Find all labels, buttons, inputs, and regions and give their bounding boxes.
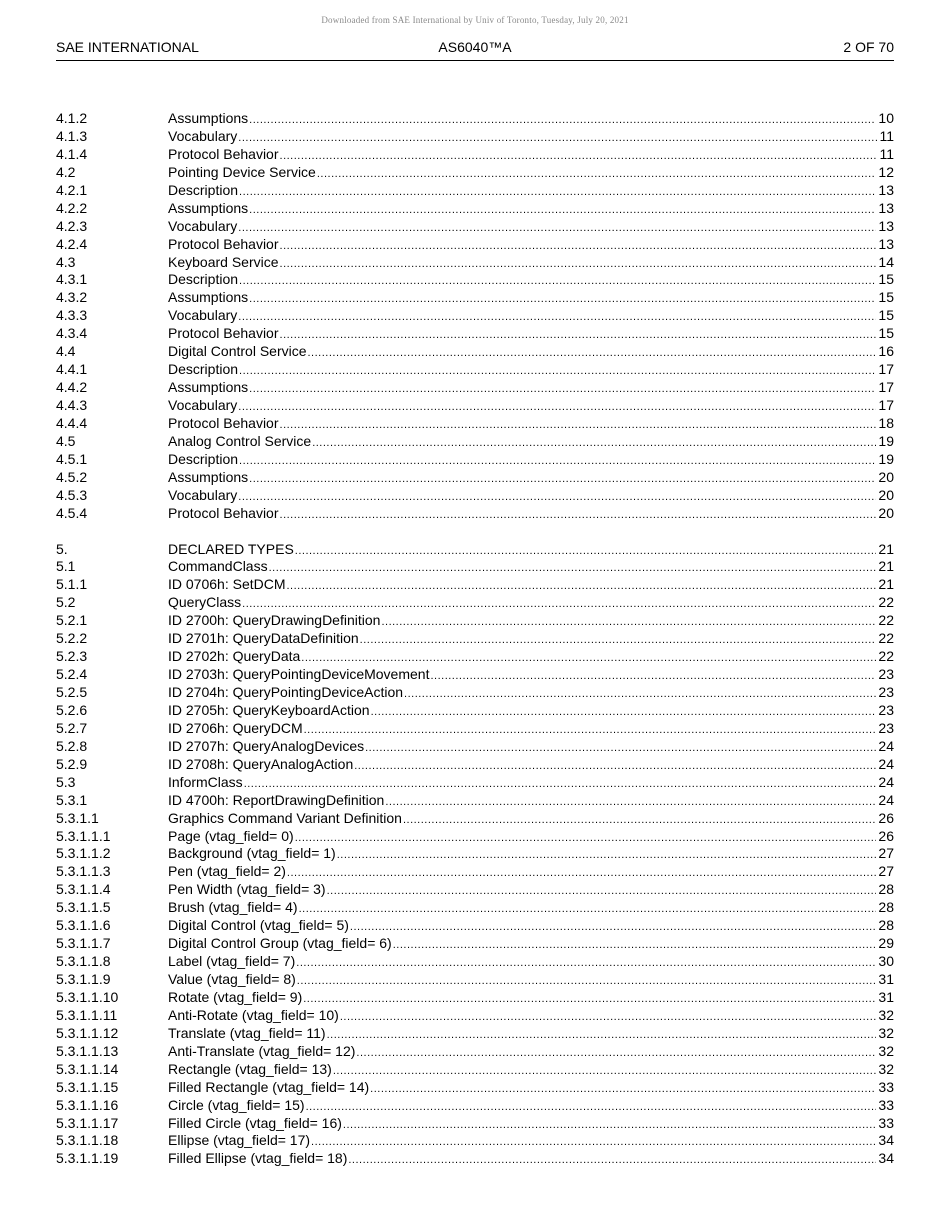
toc-page-number: 33 <box>878 1078 894 1095</box>
toc-entry[interactable] <box>56 505 894 523</box>
toc-section-number: 4.1.4 <box>56 145 88 162</box>
toc-page-number: 23 <box>878 719 894 736</box>
toc-section-number: 5.2 <box>56 594 76 611</box>
toc-dot-leader <box>304 722 877 740</box>
toc-dot-leader <box>249 291 876 309</box>
toc-section-title: ID 2702h: QueryData <box>168 648 301 665</box>
toc-page-number: 15 <box>878 325 894 342</box>
toc-dot-leader <box>238 309 876 327</box>
document-number: AS6040™A <box>438 39 512 55</box>
toc-page-number: 32 <box>878 1006 894 1023</box>
toc-section-number: 5.1.1 <box>56 576 88 593</box>
toc-entry[interactable] <box>56 164 894 182</box>
toc-section-number: 4.5.4 <box>56 504 88 521</box>
toc-entry[interactable] <box>56 738 894 756</box>
toc-entry[interactable] <box>56 971 894 989</box>
toc-dot-leader <box>350 919 877 937</box>
toc-dot-leader <box>393 937 877 955</box>
toc-dot-leader <box>280 417 877 435</box>
toc-page-number: 10 <box>878 110 894 126</box>
toc-entry[interactable] <box>56 792 894 810</box>
toc-section-number: 5.2.1 <box>56 612 88 629</box>
toc-section-number: 5.1 <box>56 558 76 575</box>
toc-section-title: Translate (vtag_field= 11) <box>168 1024 326 1041</box>
toc-section-number: 4.4 <box>56 343 76 360</box>
toc-entry[interactable] <box>56 558 894 576</box>
toc-dot-leader <box>333 1063 877 1081</box>
toc-section-title: Assumptions <box>168 379 249 396</box>
toc-page-number: 24 <box>878 773 894 790</box>
toc-section-title: Keyboard Service <box>168 253 279 270</box>
toc-section-number: 5.3.1.1.6 <box>56 917 111 934</box>
toc-entry[interactable] <box>56 612 894 630</box>
toc-section-title: ID 4700h: ReportDrawingDefinition <box>168 791 385 808</box>
toc-entry[interactable] <box>56 469 894 487</box>
toc-section-title: Digital Control Service <box>168 343 307 360</box>
toc-section-title: Pointing Device Service <box>168 163 316 180</box>
toc-section-number: 4.4.2 <box>56 379 88 396</box>
toc-section-number: 5.3 <box>56 773 76 790</box>
toc-page-number: 22 <box>878 630 894 647</box>
toc-page-number: 18 <box>878 414 894 431</box>
toc-dot-leader <box>356 1045 876 1063</box>
toc-page-number: 26 <box>878 827 894 844</box>
toc-section-title: Anti-Translate (vtag_field= 12) <box>168 1042 356 1059</box>
toc-dot-leader <box>303 991 876 1009</box>
toc-section-number: 5.2.8 <box>56 737 88 754</box>
toc-dot-leader <box>249 112 876 130</box>
toc-page-number: 21 <box>878 576 894 593</box>
toc-section-title: Background (vtag_field= 1) <box>168 845 336 862</box>
toc-page-number: 11 <box>879 127 894 144</box>
toc-page-number: 27 <box>878 863 894 880</box>
toc-page-number: 34 <box>878 1150 894 1167</box>
toc-entry[interactable] <box>56 236 894 254</box>
toc-page-number: 28 <box>878 917 894 934</box>
toc-dot-leader <box>249 471 876 489</box>
toc-section-title: Assumptions <box>168 199 249 216</box>
toc-entry[interactable] <box>56 200 894 218</box>
toc-section-number: 5.3.1.1.18 <box>56 1132 119 1149</box>
toc-entry[interactable] <box>56 666 894 684</box>
toc-dot-leader <box>249 381 876 399</box>
toc-page-number: 17 <box>878 379 894 396</box>
page-number: 2 OF 70 <box>843 39 894 55</box>
toc-page-number: 20 <box>878 504 894 521</box>
toc-dot-leader <box>296 955 876 973</box>
toc-entry[interactable] <box>56 756 894 774</box>
toc-dot-leader <box>239 184 876 202</box>
toc-dot-leader <box>381 614 876 632</box>
toc-dot-leader <box>249 202 876 220</box>
toc-section-title: Description <box>168 271 239 288</box>
toc-section-title: Description <box>168 181 239 198</box>
toc-page-number: 23 <box>878 684 894 700</box>
toc-entry[interactable] <box>56 397 894 415</box>
toc-section-number: 5.3.1.1.5 <box>56 899 111 916</box>
toc-section-number: 4.4.3 <box>56 397 88 413</box>
toc-section-title: CommandClass <box>168 558 268 575</box>
toc-page-number: 13 <box>878 235 894 252</box>
toc-entry[interactable] <box>56 1115 894 1133</box>
toc-page-number: 24 <box>878 755 894 772</box>
toc-page-number: 33 <box>878 1096 894 1113</box>
toc-dot-leader <box>306 1099 877 1117</box>
toc-section-title: Protocol Behavior <box>168 504 279 521</box>
toc-entry[interactable] <box>56 541 894 559</box>
toc-section-title: Rotate (vtag_field= 9) <box>168 988 303 1005</box>
toc-entry[interactable] <box>56 828 894 846</box>
toc-section-title: Circle (vtag_field= 15) <box>168 1096 305 1113</box>
toc-page-number: 13 <box>878 217 894 234</box>
toc-dot-leader <box>343 1117 877 1135</box>
toc-section-number: 4.5 <box>56 432 76 449</box>
toc-section-title: ID 2701h: QueryDataDefinition <box>168 630 359 647</box>
toc-dot-leader <box>287 865 877 883</box>
toc-section-number: 4.2.2 <box>56 199 88 216</box>
toc-entry[interactable] <box>56 487 894 505</box>
toc-entry[interactable] <box>56 989 894 1007</box>
toc-section-number: 5.3.1.1.2 <box>56 845 111 862</box>
toc-dot-leader <box>239 453 876 471</box>
toc-entry[interactable] <box>56 648 894 666</box>
toc-section-title: InformClass <box>168 773 243 790</box>
toc-entry[interactable] <box>56 271 894 289</box>
toc-page-number: 23 <box>878 701 894 718</box>
toc-page-number: 32 <box>878 1060 894 1077</box>
toc-section-title: Assumptions <box>168 289 249 306</box>
toc-dot-leader <box>308 345 877 363</box>
toc-section-number: 5.3.1.1.11 <box>56 1006 118 1023</box>
toc-section-title: ID 2707h: QueryAnalogDevices <box>168 737 365 754</box>
toc-dot-leader <box>295 543 877 561</box>
toc-entry[interactable] <box>56 343 894 361</box>
toc-dot-leader <box>430 668 876 686</box>
toc-dot-leader <box>312 435 876 453</box>
toc-entry[interactable] <box>56 899 894 917</box>
toc-page-number: 24 <box>878 737 894 754</box>
toc-dot-leader <box>327 883 877 901</box>
toc-dot-leader <box>404 686 876 704</box>
toc-section-number: 4.3.2 <box>56 289 88 306</box>
toc-section-title: Protocol Behavior <box>168 325 279 342</box>
toc-entry[interactable] <box>56 1079 894 1097</box>
toc-section-title: ID 2705h: QueryKeyboardAction <box>168 701 370 718</box>
toc-section-title: Page (vtag_field= 0) <box>168 827 294 844</box>
toc-entry[interactable] <box>56 684 894 702</box>
toc-entry[interactable] <box>56 881 894 899</box>
toc-page-number: 20 <box>878 468 894 485</box>
toc-entry[interactable] <box>56 845 894 863</box>
toc-section-number: 5.2.3 <box>56 648 88 665</box>
toc-dot-leader <box>299 901 877 919</box>
toc-section-title: Vocabulary <box>168 217 238 234</box>
toc-section-number: 4.2 <box>56 163 76 180</box>
toc-page-number: 26 <box>878 809 894 826</box>
toc-page-number: 22 <box>878 648 894 665</box>
toc-section-title: Description <box>168 450 239 467</box>
toc-entry[interactable] <box>56 1132 894 1150</box>
toc-entry[interactable] <box>56 935 894 953</box>
toc-section-number: 4.3.1 <box>56 271 88 288</box>
toc-page-number: 17 <box>878 397 894 413</box>
toc-entry[interactable] <box>56 415 894 433</box>
toc-section-number: 5.3.1.1.15 <box>56 1078 119 1095</box>
toc-page-number: 32 <box>878 1024 894 1041</box>
toc-page-number: 22 <box>878 594 894 611</box>
toc-section-title: ID 2706h: QueryDCM <box>168 719 303 736</box>
toc-dot-leader <box>385 794 876 812</box>
toc-entry[interactable] <box>56 110 894 128</box>
toc-section-number: 5.3.1 <box>56 791 88 808</box>
toc-section-title: Brush (vtag_field= 4) <box>168 899 298 916</box>
toc-dot-leader <box>239 273 876 291</box>
toc-dot-leader <box>297 973 877 991</box>
toc-entry[interactable] <box>56 720 894 738</box>
toc-entry[interactable] <box>56 630 894 648</box>
toc-section-title: Label (vtag_field= 7) <box>168 953 296 970</box>
toc-entry[interactable] <box>56 1150 894 1168</box>
toc-section-number: 5.3.1.1.12 <box>56 1024 119 1041</box>
toc-page-number: 31 <box>878 988 894 1005</box>
toc-entry[interactable] <box>56 953 894 971</box>
toc-entry[interactable] <box>56 594 894 612</box>
toc-dot-leader <box>238 130 877 148</box>
toc-section-title: QueryClass <box>168 594 242 611</box>
toc-section-title: ID 2708h: QueryAnalogAction <box>168 755 354 772</box>
toc-dot-leader <box>348 1152 876 1170</box>
toc-page-number: 28 <box>878 881 894 898</box>
toc-dot-leader <box>280 327 877 345</box>
toc-entry[interactable] <box>56 307 894 325</box>
toc-section-number: 5.3.1.1 <box>56 809 99 826</box>
toc-section-title: Pen Width (vtag_field= 3) <box>168 881 326 898</box>
toc-page-number: 22 <box>878 612 894 629</box>
toc-entry[interactable] <box>56 576 894 594</box>
toc-section-title: Description <box>168 361 239 378</box>
toc-page-number: 15 <box>878 289 894 306</box>
toc-dot-leader <box>280 507 877 525</box>
toc-dot-leader <box>295 830 877 848</box>
toc-section-title: ID 2703h: QueryPointingDeviceMovement <box>168 666 430 683</box>
toc-section-number: 5.3.1.1.13 <box>56 1042 119 1059</box>
toc-entry[interactable] <box>56 1043 894 1061</box>
toc-section-number: 5.3.1.1.9 <box>56 971 111 987</box>
toc-dot-leader <box>311 1134 876 1152</box>
toc-section-number: 5.3.1.1.3 <box>56 863 111 880</box>
toc-section-title: Protocol Behavior <box>168 235 279 252</box>
toc-page-number: 13 <box>878 199 894 216</box>
toc-dot-leader <box>238 220 876 238</box>
toc-section-number: 4.5.3 <box>56 486 88 503</box>
toc-page-number: 20 <box>878 486 894 503</box>
toc-entry[interactable] <box>56 182 894 200</box>
toc-dot-leader <box>370 1081 876 1099</box>
toc-section-number: 4.3.3 <box>56 307 88 324</box>
toc-section-title: Filled Circle (vtag_field= 16) <box>168 1114 342 1131</box>
toc-page-number: 11 <box>879 145 894 162</box>
toc-page-number: 16 <box>878 343 894 360</box>
toc-page-number: 17 <box>878 361 894 378</box>
toc-entry[interactable] <box>56 361 894 379</box>
toc-page-number: 13 <box>878 181 894 198</box>
toc-section-number: 4.5.1 <box>56 450 88 467</box>
toc-dot-leader <box>280 238 877 256</box>
toc-section-number: 5.2.2 <box>56 630 88 647</box>
toc-entry[interactable] <box>56 1061 894 1079</box>
toc-section-title: Vocabulary <box>168 307 238 324</box>
toc-section-title: Protocol Behavior <box>168 145 279 162</box>
toc-dot-leader <box>360 632 877 650</box>
toc-page-number: 19 <box>878 450 894 467</box>
toc-section-title: Graphics Command Variant Definition <box>168 809 402 826</box>
toc-section-number: 5.2.6 <box>56 701 88 718</box>
toc-entry[interactable] <box>56 863 894 881</box>
toc-dot-leader <box>238 489 876 507</box>
toc-section-title: ID 2700h: QueryDrawingDefinition <box>168 612 381 629</box>
toc-entry[interactable] <box>56 702 894 720</box>
toc-dot-leader <box>280 256 877 274</box>
toc-entry[interactable] <box>56 917 894 935</box>
toc-dot-leader <box>317 166 877 184</box>
toc-section-number: 5.2.9 <box>56 755 88 772</box>
toc-section-number: 5.3.1.1.19 <box>56 1150 119 1167</box>
toc-section-title: Value (vtag_field= 8) <box>168 971 296 987</box>
toc-section-number: 4.1.2 <box>56 110 88 126</box>
toc-section-number: 4.4.1 <box>56 361 88 378</box>
toc-dot-leader <box>365 740 876 758</box>
toc-entry[interactable] <box>56 810 894 828</box>
toc-section-title: Vocabulary <box>168 127 238 144</box>
toc-section-number: 5.2.4 <box>56 666 88 683</box>
toc-entry[interactable] <box>56 774 894 792</box>
toc-section-title: DECLARED TYPES <box>168 540 294 557</box>
toc-section-number: 4.4.4 <box>56 414 88 431</box>
toc-section-title: Ellipse (vtag_field= 17) <box>168 1132 311 1149</box>
toc-page-number: 24 <box>878 791 894 808</box>
toc-section-title: Filled Rectangle (vtag_field= 14) <box>168 1078 370 1095</box>
toc-section-title: Analog Control Service <box>168 432 312 449</box>
toc-section-number: 4.2.4 <box>56 235 88 252</box>
toc-page-number: 31 <box>878 971 894 987</box>
toc-section-number: 5.3.1.1.7 <box>56 935 111 952</box>
toc-dot-leader <box>327 1027 877 1045</box>
toc-section-title: Vocabulary <box>168 397 238 413</box>
toc-section-number: 5. <box>56 540 68 557</box>
toc-dot-leader <box>340 1009 877 1027</box>
toc-section-title: Assumptions <box>168 110 249 126</box>
toc-dot-leader <box>238 399 876 417</box>
toc-entry[interactable] <box>56 289 894 307</box>
download-watermark: Downloaded from SAE International by Univ of Toronto, Tuesday, July 20, 2021 <box>321 15 629 25</box>
toc-section-number: 5.2.7 <box>56 719 88 736</box>
toc-page-number: 21 <box>878 540 894 557</box>
toc-dot-leader <box>337 847 877 865</box>
toc-section-number: 5.3.1.1.14 <box>56 1060 119 1077</box>
toc-section-title: Protocol Behavior <box>168 414 279 431</box>
toc-section-title: Filled Ellipse (vtag_field= 18) <box>168 1150 348 1167</box>
toc-page-number: 23 <box>878 666 894 683</box>
toc-section-number: 4.1.3 <box>56 127 88 144</box>
toc-entry[interactable] <box>56 128 894 146</box>
toc-entry[interactable] <box>56 325 894 343</box>
toc-page-number: 27 <box>878 845 894 862</box>
toc-section-title: Anti-Rotate (vtag_field= 10) <box>168 1006 339 1023</box>
toc-entry[interactable] <box>56 254 894 272</box>
toc-entry[interactable] <box>56 218 894 236</box>
toc-section-number: 5.2.5 <box>56 684 88 700</box>
toc-dot-leader <box>403 812 876 830</box>
toc-page-number: 33 <box>878 1114 894 1131</box>
toc-entry[interactable] <box>56 146 894 164</box>
toc-entry[interactable] <box>56 379 894 397</box>
toc-section-number: 4.2.1 <box>56 181 88 198</box>
toc-section-title: Pen (vtag_field= 2) <box>168 863 286 880</box>
toc-page-number: 19 <box>878 432 894 449</box>
toc-section-number: 4.3.4 <box>56 325 88 342</box>
toc-page-number: 29 <box>878 935 894 952</box>
toc-entry[interactable] <box>56 451 894 469</box>
toc-page-number: 32 <box>878 1042 894 1059</box>
toc-dot-leader <box>239 363 876 381</box>
toc-section-title: Vocabulary <box>168 486 238 503</box>
publisher-name: SAE INTERNATIONAL <box>56 39 199 55</box>
toc-page-number: 15 <box>878 307 894 324</box>
toc-section-number: 5.3.1.1.17 <box>56 1114 119 1131</box>
toc-entry[interactable] <box>56 1097 894 1115</box>
toc-section-title: ID 0706h: SetDCM <box>168 576 286 593</box>
toc-entry[interactable] <box>56 433 894 451</box>
toc-section-title: Assumptions <box>168 468 249 485</box>
toc-section-number: 5.3.1.1.1 <box>56 827 111 844</box>
toc-section-number: 5.3.1.1.16 <box>56 1096 119 1113</box>
page-header <box>56 38 894 61</box>
toc-page-number: 21 <box>878 558 894 575</box>
toc-section-title: Rectangle (vtag_field= 13) <box>168 1060 332 1077</box>
toc-section-number: 4.3 <box>56 253 76 270</box>
toc-section-number: 5.3.1.1.8 <box>56 953 111 970</box>
toc-entry[interactable] <box>56 1007 894 1025</box>
toc-page-number: 34 <box>878 1132 894 1149</box>
toc-page-number: 14 <box>878 253 894 270</box>
toc-section-number: 5.3.1.1.10 <box>56 988 119 1005</box>
toc-dot-leader <box>280 148 878 166</box>
toc-dot-leader <box>371 704 877 722</box>
toc-page-number: 28 <box>878 899 894 916</box>
toc-dot-leader <box>269 560 877 578</box>
toc-page-number: 15 <box>878 271 894 288</box>
toc-dot-leader <box>287 578 877 596</box>
toc-page-number: 12 <box>878 163 894 180</box>
toc-section-title: Digital Control Group (vtag_field= 6) <box>168 935 392 952</box>
table-of-contents <box>56 110 894 1168</box>
toc-page-number: 30 <box>878 953 894 970</box>
toc-section-title: ID 2704h: QueryPointingDeviceAction <box>168 684 404 700</box>
toc-dot-leader <box>354 758 876 776</box>
toc-section-number: 5.3.1.1.4 <box>56 881 111 898</box>
toc-entry[interactable] <box>56 1025 894 1043</box>
toc-section-number: 4.2.3 <box>56 217 88 234</box>
toc-section-title: Digital Control (vtag_field= 5) <box>168 917 349 934</box>
toc-section-number: 4.5.2 <box>56 468 88 485</box>
